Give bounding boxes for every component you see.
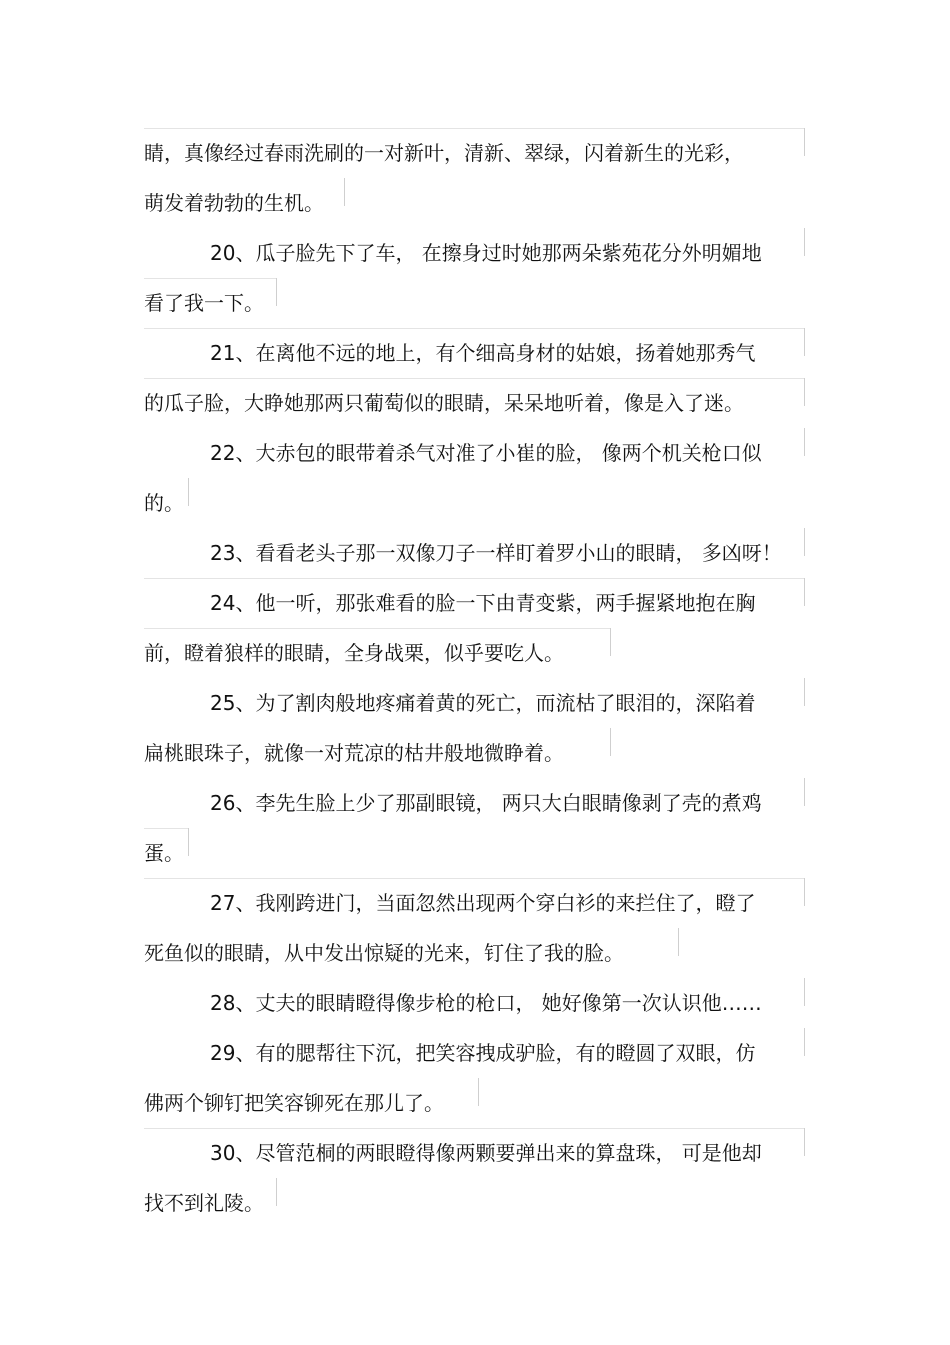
text-line xyxy=(144,978,806,1028)
line-text: 29、有的腮帮往下沉，把笑容拽成驴脸，有的瞪圆了双眼，仿 xyxy=(210,1041,756,1065)
rule-divider xyxy=(804,778,805,806)
line-text: 的。 xyxy=(144,491,184,515)
rule-divider xyxy=(804,978,805,1006)
rule-divider xyxy=(276,1178,277,1206)
text-line xyxy=(144,1078,806,1128)
text-line xyxy=(144,878,806,928)
rule-divider xyxy=(804,878,805,906)
rule-divider xyxy=(610,628,611,656)
text-line xyxy=(144,328,806,378)
line-text: 睛，真像经过春雨洗刷的一对新叶，清新、翠绿，闪着新生的光彩， xyxy=(144,141,744,165)
text-line xyxy=(144,928,806,978)
line-text: 前，瞪着狼样的眼睛，全身战栗，似乎要吃人。 xyxy=(144,641,564,665)
rule-line xyxy=(144,328,804,329)
rule-line xyxy=(144,578,804,579)
text-line xyxy=(144,778,806,828)
line-text: 27、我刚跨进门，当面忽然出现两个穿白衫的来拦住了，瞪了 xyxy=(210,891,756,915)
line-text: 蛋。 xyxy=(144,841,184,865)
line-text: 23、看看老头子那一双像刀子一样盯着罗小山的眼睛， 多凶呀！ xyxy=(210,541,782,565)
rule-line xyxy=(144,828,188,829)
line-text: 30、尽管范桐的两眼瞪得像两颗要弹出来的算盘珠， 可是他却 xyxy=(210,1141,762,1165)
line-text: 死鱼似的眼睛，从中发出惊疑的光来，钉住了我的脸。 xyxy=(144,941,624,965)
line-text: 26、李先生脸上少了那副眼镜， 两只大白眼睛像剥了壳的煮鸡 xyxy=(210,791,762,815)
text-line xyxy=(144,1028,806,1078)
rule-divider xyxy=(804,678,805,706)
text-line xyxy=(144,228,806,278)
line-text: 28、丈夫的眼睛瞪得像步枪的枪口， 她好像第一次认识他…… xyxy=(210,991,762,1015)
text-line xyxy=(144,678,806,728)
text-line xyxy=(144,278,806,328)
line-text: 24、他一听，那张难看的脸一下由青变紫，两手握紧地抱在胸 xyxy=(210,591,756,615)
rule-line xyxy=(144,278,276,279)
text-line xyxy=(144,128,806,178)
line-text: 佛两个铆钉把笑容铆死在那儿了。 xyxy=(144,1091,444,1115)
rule-line xyxy=(144,878,804,879)
rule-divider xyxy=(188,828,189,856)
line-text: 萌发着勃勃的生机。 xyxy=(144,191,324,215)
line-text: 找不到礼陵。 xyxy=(144,1191,264,1215)
text-line xyxy=(144,578,806,628)
rule-divider xyxy=(804,378,805,406)
rule-line xyxy=(144,378,804,379)
rule-line xyxy=(144,1128,804,1129)
rule-divider xyxy=(804,1128,805,1156)
rule-divider xyxy=(188,478,189,506)
rule-divider xyxy=(804,328,805,356)
rule-divider xyxy=(478,1078,479,1106)
line-text: 20、瓜子脸先下了车， 在擦身过时她那两朵紫苑花分外明媚地 xyxy=(210,241,762,265)
text-line xyxy=(144,478,806,528)
text-line xyxy=(144,528,806,578)
rule-divider xyxy=(276,278,277,306)
text-line xyxy=(144,728,806,778)
rule-divider xyxy=(804,1028,805,1056)
text-line xyxy=(144,428,806,478)
line-text: 21、在离他不远的地上，有个细高身材的姑娘，扬着她那秀气 xyxy=(210,341,756,365)
line-text: 看了我一下。 xyxy=(144,291,264,315)
line-text: 扁桃眼珠子，就像一对荒凉的枯井般地微睁着。 xyxy=(144,741,564,765)
text-line xyxy=(144,178,806,228)
rule-divider xyxy=(804,578,805,606)
text-line xyxy=(144,378,806,428)
rule-divider xyxy=(344,178,345,206)
line-text: 22、大赤包的眼带着杀气对准了小崔的脸， 像两个机关枪口似 xyxy=(210,441,762,465)
rule-divider xyxy=(804,528,805,556)
text-line xyxy=(144,828,806,878)
rule-divider xyxy=(804,128,805,156)
text-line xyxy=(144,1128,806,1178)
rule-divider xyxy=(804,428,805,456)
rule-line xyxy=(144,628,610,629)
text-line xyxy=(144,1178,806,1228)
rule-line xyxy=(144,128,804,129)
line-text: 25、为了割肉般地疼痛着黄的死亡，而流枯了眼泪的，深陷着 xyxy=(210,691,756,715)
text-line xyxy=(144,628,806,678)
rule-divider xyxy=(610,728,611,756)
rule-divider xyxy=(678,928,679,956)
rule-divider xyxy=(804,228,805,256)
line-text: 的瓜子脸，大睁她那两只葡萄似的眼睛，呆呆地听着，像是入了迷。 xyxy=(144,391,744,415)
